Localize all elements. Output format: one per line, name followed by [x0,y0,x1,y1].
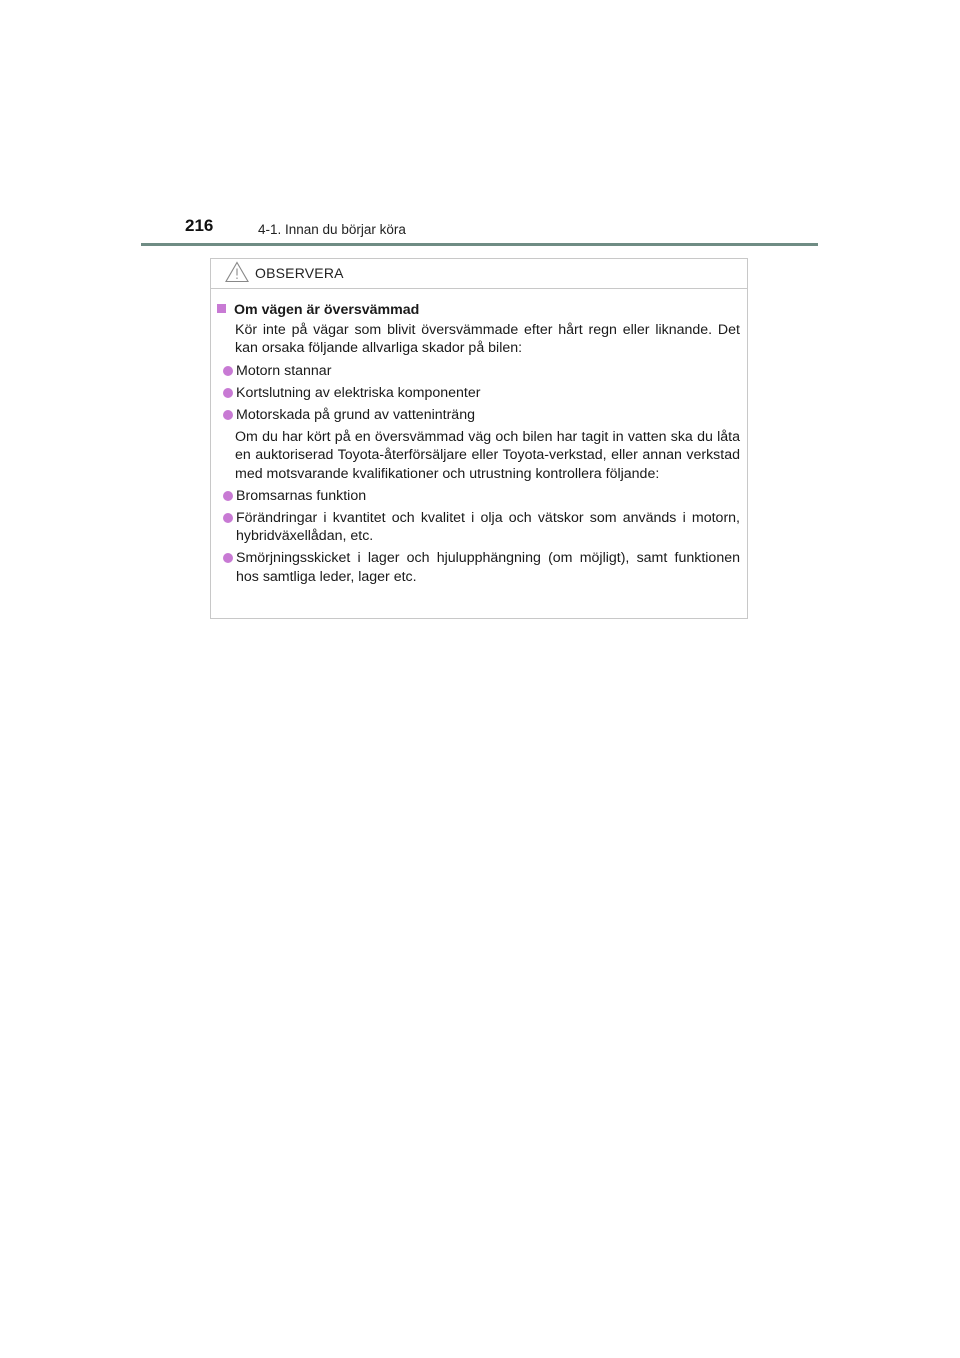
caution-body [211,289,747,586]
intro-paragraph: Kör inte på vägar som blivit översvämmade efter hårt regn eller liknande. Det kan orsaka följande allvarliga skador på bilen: [235,322,740,357]
list-item-text: Motorn stannar [236,362,332,379]
warning-triangle-icon [225,261,249,283]
list-item [223,509,740,545]
list-item-text: Motorskada på grund av vatteninträng [236,407,475,424]
list-item-text: Bromsarnas funktion [236,487,367,504]
caution-header [211,259,747,289]
caution-label: OBSERVERA [255,265,344,281]
follow-up-paragraph: Om du har kört på en översvämmad väg och bilen har tagit in vatten ska du låta en auktoriserad Toyota-återförsäljare eller Toyota-verkstad, eller annan verkstad med motsvarande kvalifikationer och utrustning kontrollera följande: [235,429,740,482]
list-item [223,549,740,585]
header-rule [141,243,818,246]
caution-heading-text: Om vägen är översvämmad [234,302,420,318]
bullet-dot-icon [223,410,233,420]
page-number: 216 [185,216,214,235]
section-title: 4-1. Innan du börjar köra [258,222,406,237]
bullet-dot-icon [223,388,233,398]
caution-heading [217,301,740,319]
bullet-dot-icon [223,366,233,376]
heading-square-icon [217,304,226,313]
list-item-text: Förändringar i kvantitet och kvalitet i olja och vätskor som används i motorn, hybridväxellådan, etc. [236,510,740,545]
list-item [223,487,740,505]
bullet-dot-icon [223,513,233,523]
list-item [223,384,740,402]
list-item [223,406,740,424]
bullet-dot-icon [223,553,233,563]
bullet-dot-icon [223,491,233,501]
list-item-text: Smörjningsskicket i lager och hjulupphängning (om möjligt), samt funktionen hos samtliga leder, lager etc. [236,550,740,585]
list-item-text: Kortslutning av elektriska komponenter [236,384,481,401]
list-item [223,362,740,380]
caution-box [210,258,748,619]
